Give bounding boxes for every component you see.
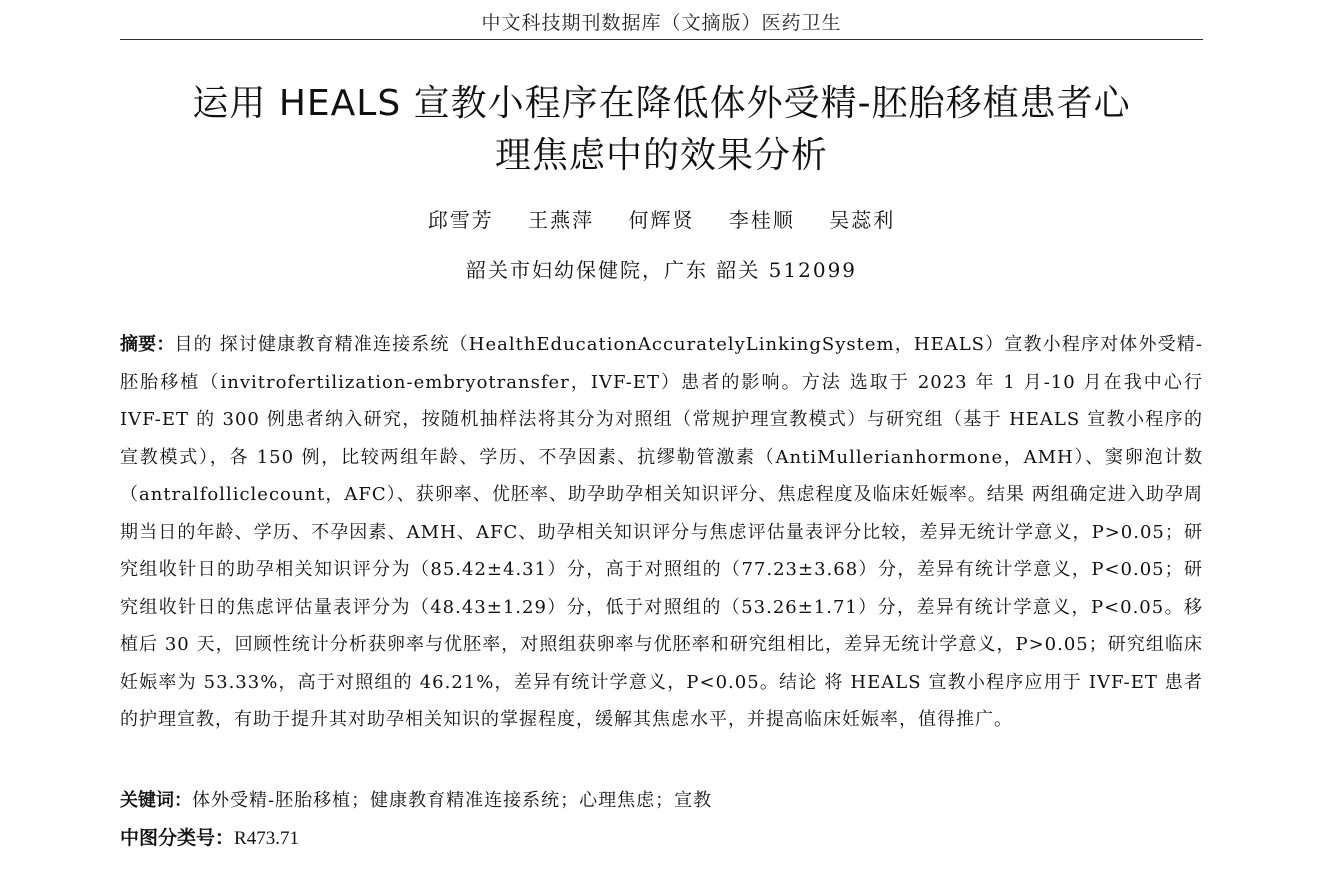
author-name: 吴蕊利 [829, 208, 896, 232]
author-affiliation: 韶关市妇幼保健院，广东 韶关 512099 [465, 258, 858, 282]
keywords-label: 关键词： [120, 790, 192, 811]
author-name: 邱雪芳 [427, 208, 494, 232]
abstract-label: 摘要： [120, 334, 175, 355]
classification-code: R473.71 [234, 828, 299, 849]
author-list [120, 204, 1203, 233]
keywords [120, 782, 1203, 820]
title-line-2: 理焦虑中的效果分析 [494, 135, 828, 176]
author-name: 王燕萍 [528, 208, 595, 232]
header-rule [120, 39, 1203, 40]
keywords-text: 体外受精-胚胎移植；健康教育精准连接系统；心理焦虑；宣教 [192, 790, 713, 811]
author-name: 何辉贤 [628, 208, 695, 232]
article-title [110, 78, 1213, 182]
author-name: 李桂顺 [728, 208, 795, 232]
abstract [120, 326, 1203, 739]
title-line-1: 运用 HEALS 宣教小程序在降低体外受精-胚胎移植患者心 [192, 83, 1131, 124]
abstract-text: 目的 探讨健康教育精准连接系统（HealthEducationAccuratelyLinkingSystem，HEALS）宣教小程序对体外受精-胚胎移植（invitrofertilization-embryotransfer，IVF-ET）患者的影响。方法 选取于 2023 年 1 月-10 月在我中心行 IVF-ET 的 300 例患者纳入研究，按随机抽样法将其分为对照组（常规护理宣教模式）与研究组（基于 HEALS 宣教小程序的宣教模式），各 150 例，比较两组年龄、学历、不孕因素、抗缪勒管激素（AntiMullerianhormone，AMH）、窦卵泡计数（antralfolliclecount，AFC）、获卵率、优胚率、助孕助孕相关知识评分、焦虑程度及临床妊娠率。结果 两组确定进入助孕周期当日的年龄、学历、不孕因素、AMH、AFC、助孕相关知识评分与焦虑评估量表评分比较，差异无统计学意义，P>0.05；研究组收针日的助孕相关知识评分为（85.42±4.31）分，高于对照组的（77.23±3.68）分，差异有统计学意义，P<0.05；研究组收针日的焦虑评估量表评分为（48.43±1.29）分，低于对照组的（53.26±1.71）分，差异有统计学意义，P<0.05。移植后 30 天，回顾性统计分析获卵率与优胚率，对照组获卵率与优胚率和研究组相比，差异无统计学意义，P>0.05；研究组临床妊娠率为 53.33%，高于对照组的 46.21%，差异有统计学意义，P<0.05。结论 将 HEALS 宣教小程序应用于 IVF-ET 患者的护理宣教，有助于提升其对助孕相关知识的掌握程度，缓解其焦虑水平，并提高临床妊娠率，值得推广。 [120, 334, 1204, 730]
classification-label: 中图分类号： [120, 827, 235, 849]
classification-number [120, 820, 1203, 858]
running-header: 中文科技期刊数据库（文摘版）医药卫生 [481, 12, 842, 34]
